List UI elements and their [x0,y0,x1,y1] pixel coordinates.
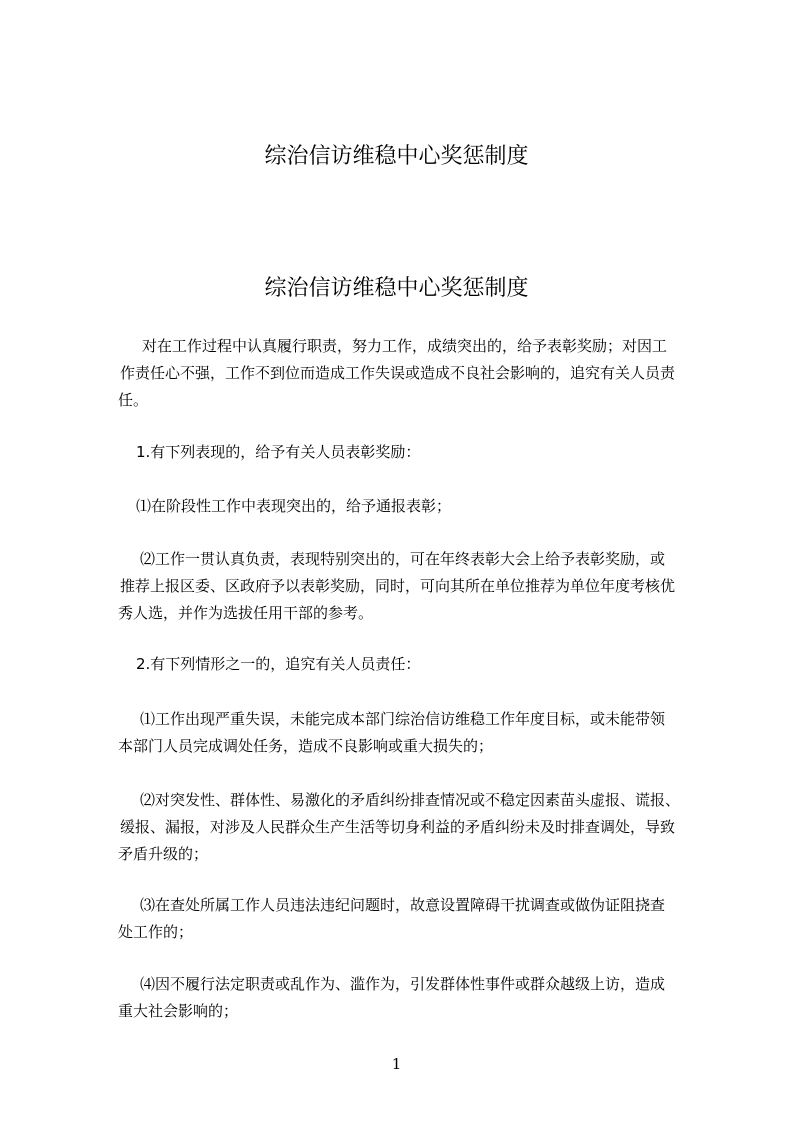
reward-item-line: 秀人选，并作为选拔任用干部的参考。 [118,604,374,622]
accountability-item-line: 缓报、漏报，对涉及人民群众生产生活等切身利益的矛盾纠纷未及时排查调处，导致 [120,818,676,836]
intro-line: 对在工作过程中认真履行职责，努力工作，成绩突出的，给予表彰奖励；对因工 [142,337,668,355]
reward-item-1 [118,493,718,520]
reward-item-2 [118,546,718,627]
reward-item-line: ⑵工作一贯认真负责，表现特别突出的，可在年终表彰大会上给予表彰奖励，或 [140,550,666,568]
accountability-item-line: ⑶在查处所属工作人员违法违纪问题时，故意设置障碍干扰调查或做伪证阻挠查 [140,896,666,914]
accountability-item-line: 处工作的； [118,923,194,941]
intro-paragraph [118,333,718,414]
intro-line: 任。 [118,391,149,409]
cover-title: 综治信访维稳中心奖惩制度 [264,144,529,169]
accountability-item-3 [118,892,718,946]
accountability-item-line: 矛盾升级的； [118,845,209,863]
accountability-item-2 [118,787,718,868]
accountability-item-line: 重大社会影响的； [118,1002,239,1020]
accountability-item-line: ⑴工作出现严重失误，未能完成本部门综治信访维稳工作年度目标，或未能带领 [140,710,666,728]
reward-item-line: ⑴在阶段性工作中表现突出的，给予通报表彰； [136,497,452,515]
document-title: 综治信访维稳中心奖惩制度 [264,276,529,301]
section-heading-accountability [118,651,718,678]
accountability-item-line: ⑵对突发性、群体性、易激化的矛盾纠纷排查情况或不稳定因素苗头虚报、谎报、 [140,791,681,809]
accountability-item-4 [118,971,718,1025]
accountability-item-1 [118,706,718,760]
section-heading-rewards [118,439,718,466]
accountability-item-line: ⑷因不履行法定职责或乱作为、滥作为，引发群体性事件或群众越级上访，造成 [140,975,666,993]
intro-line: 作责任心不强，工作不到位而造成工作失误或造成不良社会影响的，追究有关人员责 [120,364,676,382]
accountability-item-line: 本部门人员完成调处任务，造成不良影响或重大损失的； [118,737,494,755]
page-number: 1 [391,1055,402,1073]
section-heading-line: 1.有下列表现的，给予有关人员表彰奖励： [136,443,421,461]
section-heading-line: 2.有下列情形之一的，追究有关人员责任： [136,655,421,673]
reward-item-line: 推荐上报区委、区政府予以表彰奖励，同时，可向其所在单位推荐为单位年度考核优 [120,577,676,595]
